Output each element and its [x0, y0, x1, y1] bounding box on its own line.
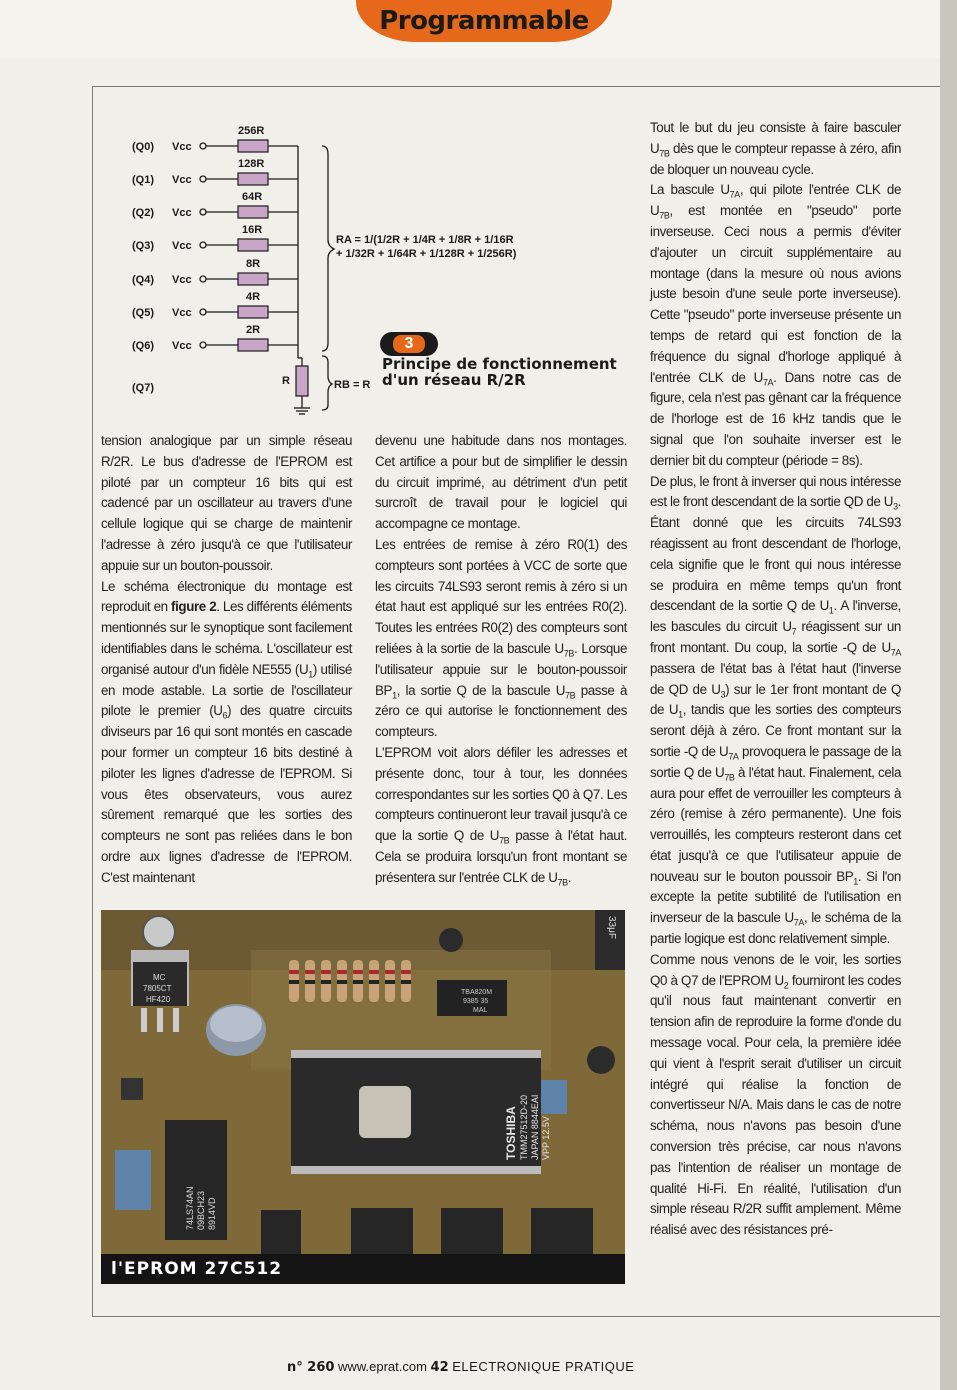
vcc-label: Vcc [172, 141, 192, 153]
frame-rule-bottom [92, 1316, 957, 1317]
text-column-1 [101, 431, 352, 889]
paragraph: Comme nous venons de le voir, les sorties Q0 à Q7 de l'EPROM $U_2$ fourniront les codes qu'il nous faut maintenant convertir en tension afin de reproduire la forme d'onde du message vocal. Pour cela, la première idée qui vient à l'esprit serait d'utiliser un circuit intégré qui réalise la fonction de convertisseur N/A. Mais dans le cas de notre schéma, nous n'avons pas besoin d'une conversion très précise, car nous n'avons pas l'intention de réaliser un montage de qualité Hi-Fi. En réalité, l'utilisation d'un simple réseau R/2R suffit amplement. Même réalisé avec des résistances pré- [650, 951, 901, 1238]
paragraph: Les entrées de remise à zéro R0(1) des compteurs sont portées à VCC de sorte que les circuits 74LS93 seront remis à zéro si un état haut est appliqué sur les entrées R0(2). Toutes les entrées R0(2) des compteurs sont reliées à la sortie de la bascule $U_{7B}$. Lorsque l'utilisateur appuie sur le bouton-poussoir $BP_1$, la sortie Q de la bascule $U_{7B}$ passe à zéro ce qui autorise le fonctionnement des compteurs. [375, 536, 628, 740]
resistor-value: 2R [246, 324, 261, 336]
section-badge [356, 0, 612, 42]
counter-ic [531, 1208, 593, 1254]
pcb-illustration [101, 910, 625, 1284]
eprom-label: JAPAN 8844EAI [530, 1094, 540, 1160]
trimmer-potentiometer [541, 1080, 567, 1114]
resistor-256r [238, 140, 268, 152]
text-column-3 [650, 118, 901, 1241]
paragraph: De plus, le front à inverser qui nous intéresse est le front descendant de la sortie QD de $U_3$. Étant donné que les circuits 74LS93 réagissent au front descendant de l'horloge, cela signifie que le front qui nous intéresse se produira en même temps qu'un front descendant de la sortie Q de $U_1$. A l'inverse, les bascules du circuit $U_7$ réagissent sur un front montant. Du coup, la sortie -Q de $U_{7A}$ passera de l'état bas à l'état haut (l'inverse de QD de $U_3$) sur le 1er front montant de Q de $U_1$, tandis que les sorties des compteurs seront déjà à zéro. Ce front montant sur la sortie -Q de $U_{7A}$ provoquera le passage de la sortie Q de $U_{7B}$ à l'état haut. Finalement, cela aura pour effet de verrouiller les compteurs à zéro (remise à zéro permanente). Une fois verrouillés, les compteurs resteront dans cet état jusqu'à ce que l'utilisateur appuie de nouveau sur le bouton poussoir $BP_1$. Si l'on excepte la petite subtilité de l'utilisation en inverseur de la bascule $U_{7A}$, le schéma de la partie logique est donc relativement simple. [650, 473, 902, 947]
paragraph: devenu une habitude dans nos montages. Cet artifice a pour but de simplifier le dessin du circuit imprimé, au détriment d'un petit surcroît de travail pour le logiciel qui accompagne ce montage. [375, 433, 627, 532]
paragraph: tension analogique par un simple réseau R/2R. Le bus d'adresse de l'EPROM est piloté par un compteur 16 bits qui est cadencé par un oscillateur au travers d'une cellule logique qui se charge de maintenir l'adresse à zéro jusqu'à ce que l'utilisateur appuie sur un bouton-poussoir. [101, 433, 352, 573]
page-edge [940, 0, 957, 1390]
resistor-4r [238, 306, 268, 318]
terminals [200, 143, 206, 348]
resistor-r [296, 366, 308, 396]
output-label-q1: (Q1) [132, 174, 154, 186]
rb-formula: RB = R [334, 379, 371, 391]
paragraph: L'EPROM voit alors défiler les adresses et présente donc, tour à tour, les données correspondantes sur les sorties Q0 à Q7. Les compteurs continueront leur travail jusqu'à ce que la sortie Q de $U_{7B}$ passe à l'état haut. Cela se produira lorsqu'un front montant se présentera sur l'entrée CLK de $U_{7B}$. [375, 744, 627, 888]
magazine-name: ELECTRONIQUE PRATIQUE [452, 1359, 635, 1374]
counter-ic [351, 1208, 413, 1254]
figure-caption: Principe de fonctionnement d'un réseau R/2R [382, 355, 617, 389]
regulator-label: HF420 [146, 995, 171, 1004]
paragraph: Tout le but du jeu consiste à faire basculer $U_{7B}$ dès que le compteur repasse à zéro, afin de bloquer un nouveau cycle. [650, 120, 901, 177]
resistor-value: 8R [246, 258, 261, 270]
eprom-label: VPP 12.5V [541, 1116, 551, 1160]
resistor-value: 16R [242, 224, 263, 236]
output-label-q6: (Q6) [132, 340, 154, 352]
resistor-value: 128R [238, 158, 265, 170]
output-labels [132, 141, 154, 394]
output-label-q0: (Q0) [132, 141, 154, 153]
vcc-labels [172, 141, 192, 352]
page-number: 42 [430, 1360, 449, 1375]
resistor-128r [238, 173, 268, 185]
vcc-label: Vcc [172, 340, 192, 352]
small-capacitor [587, 1046, 615, 1074]
regulator-label: MC [153, 973, 166, 982]
paragraph: Le schéma électronique du montage est reproduit en figure 2. Les différents éléments mentionnés sur le synoptique sont facilement identifiables dans le schéma. L'oscillateur est organisé autour d'un fidèle NE555 $(U_1)$ utilisé en mode astable. La sortie de l'oscillateur pilote le premier $(U_6)$ des quatre circuits diviseurs par 16 qui sont montés en cascade pour former un compteur 16 bits destiné à piloter les lignes d'adresse de l'EPROM. Si vous êtes observateurs, vous aurez sûrement remarqué que les sorties des compteurs ne sont pas reliées dans le bon ordre aux lignes d'adresse de l'EPROM. C'est maintenant [101, 578, 352, 885]
logic-ic-label: 8914VD [207, 1197, 217, 1230]
resistor-64r [238, 206, 268, 218]
page-footer [287, 1359, 687, 1375]
text-column-2 [375, 431, 627, 889]
section-title: Programmable [379, 6, 589, 36]
vcc-label: Vcc [172, 307, 192, 319]
ra-formula-line1: RA = 1/(1/2R + 1/4R + 1/8R + 1/16R [336, 234, 514, 246]
small-ic-label: MAL [473, 1007, 488, 1014]
photo-caption: l'EPROM 27C512 [111, 1259, 283, 1279]
small-ic-label: 9385 35 [463, 998, 489, 1005]
eprom-label: TOSHIBA [504, 1106, 518, 1160]
resistor-value: 256R [238, 125, 265, 137]
issue-number: n° 260 [287, 1360, 335, 1375]
output-label-q7: (Q7) [132, 382, 154, 394]
ra-formula-line2: + 1/32R + 1/64R + 1/128R + 1/256R) [336, 248, 517, 260]
counter-ic [441, 1208, 503, 1254]
capacitor-label: 33μF [606, 916, 617, 939]
push-button [121, 1078, 143, 1100]
resistor-value: 4R [246, 291, 261, 303]
regulator-heatsink-hole [143, 916, 175, 948]
braces [322, 146, 334, 410]
figure-number: 3 [393, 335, 426, 353]
eprom-label: TMM27512D-20 [519, 1094, 529, 1160]
paragraph: La bascule $U_{7A}$, qui pilote l'entrée CLK de $U_{7B}$, est montée en "pseudo" porte inverseuse. Ceci nous a permis d'éviter d'ajouter un circuit supplémentaire au montage (dans la mesure où nous avions juste besoin d'une seule porte inverseuse). Cette "pseudo" porte inverseuse présente un temps de retard qui est fonction de la fréquence du signal d'horloge appliqué à l'entrée CLK de $U_{7A}$. Dans notre cas de figure, cela n'est pas gênant car la fréquence de l'horloge est de 16 kHz tandis que le signal que l'on souhaite inverser est le dernier bit du compteur (période = 8s). [650, 182, 901, 468]
eprom-board-photo [101, 910, 625, 1284]
resistor-value: 64R [242, 191, 263, 203]
vcc-label: Vcc [172, 207, 192, 219]
vcc-label: Vcc [172, 174, 192, 186]
small-capacitor [439, 928, 463, 952]
logic-ic-label: 09BCH23 [196, 1190, 206, 1230]
photo-caption-bar [101, 1254, 625, 1284]
output-label-q4: (Q4) [132, 274, 154, 286]
resistor-16r [238, 239, 268, 251]
output-label-q3: (Q3) [132, 240, 154, 252]
resistor-2r [238, 339, 268, 351]
output-label-q2: (Q2) [132, 207, 154, 219]
logic-ic-label: 74LS74AN [185, 1186, 195, 1230]
resistor-value: R [282, 375, 290, 387]
output-label-q5: (Q5) [132, 307, 154, 319]
vcc-label: Vcc [172, 240, 192, 252]
figure-number-badge [380, 332, 438, 356]
counter-ic [261, 1210, 301, 1254]
regulator-label: 7805CT [143, 984, 172, 993]
frame-rule-top [92, 86, 957, 87]
resistor-8r [238, 273, 268, 285]
website: www.eprat.com [338, 1359, 427, 1374]
frame-rule-left [92, 86, 93, 1316]
trimmer-potentiometer [115, 1150, 151, 1210]
small-ic-label: TBA820M [461, 989, 493, 996]
vcc-label: Vcc [172, 274, 192, 286]
eprom-window [359, 1086, 411, 1138]
